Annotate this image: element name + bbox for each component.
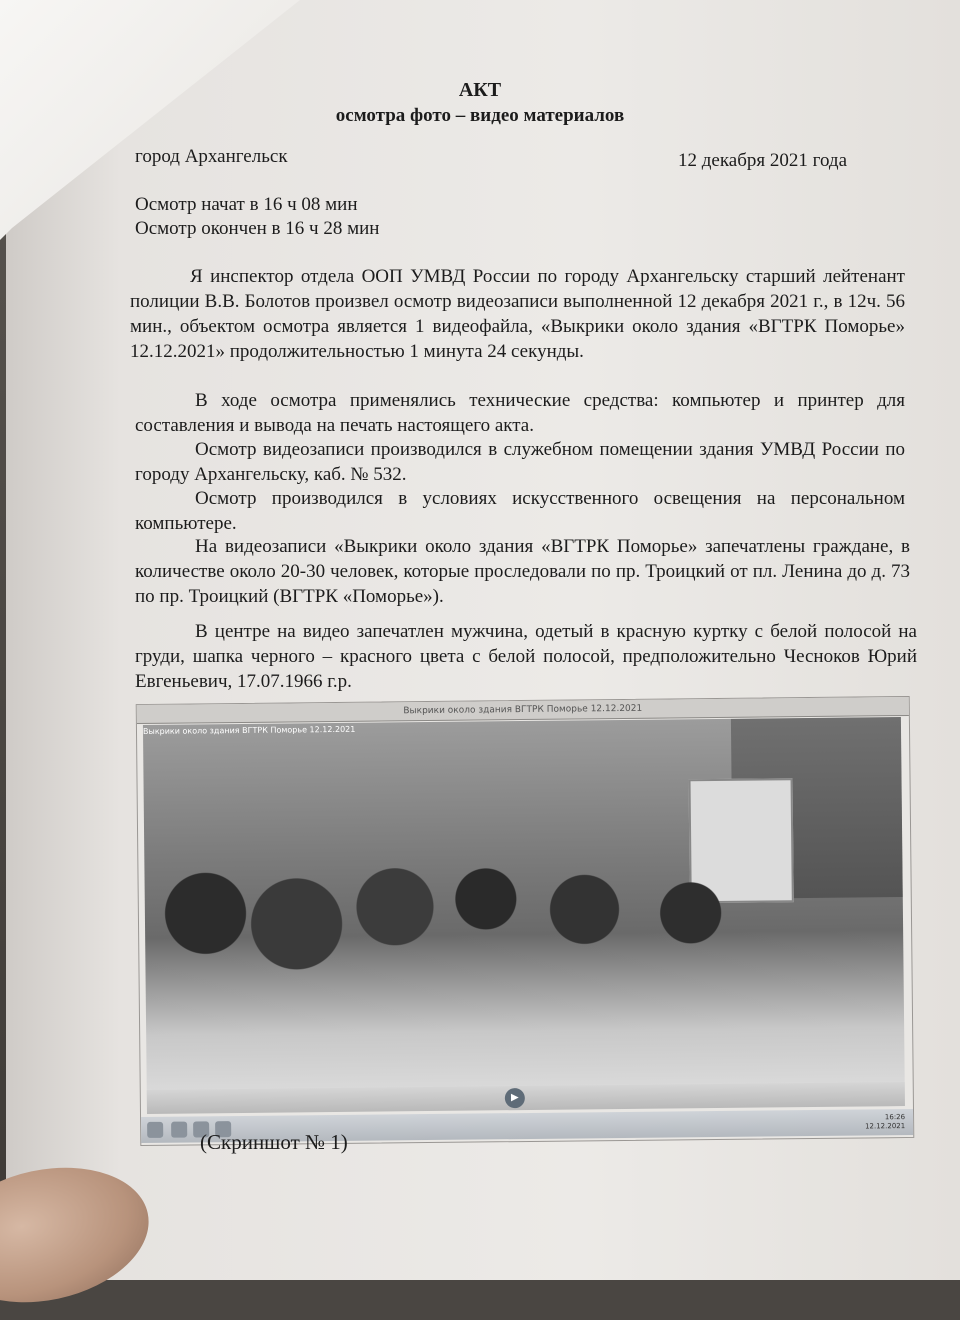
video-frame <box>143 717 905 1113</box>
end-time: Осмотр окончен в 16 ч 28 мин <box>135 218 380 239</box>
paragraph-4: Осмотр производился в условиях искусственного освещения на персональном компьютере. <box>135 488 905 534</box>
paragraph-6: В центре на видео запечатлен мужчина, одетый в красную куртку с белой полосой на груди, шапка черного – красного цвета с белой полосой, предположительно Чесноков Юрий Евгеньевич, 17.07.1966 г.р. <box>135 621 917 692</box>
paragraph-3: Осмотр видеозаписи производился в служебном помещении здания УМВД России по городу Архангельску, каб. № 532. <box>135 439 905 485</box>
document-subtitle: осмотра фото – видео материалов <box>335 105 625 126</box>
paragraph-5: На видеозаписи «Выкрики около здания «ВГТРК Поморье» запечатлены граждане, в количестве около 20-30 человек, которые проследовали по пр. Троицкий от пл. Ленина до д. 73 по пр. Троицкий (ВГТРК «Поморье»). <box>135 536 910 607</box>
play-icon[interactable]: ▶ <box>505 1088 525 1108</box>
paragraph-2: В ходе осмотра применялись технические средства: компьютер и принтер для составления и вывода на печать настоящего акта. <box>135 390 905 436</box>
paragraph-1: Я инспектор отдела ООП УМВД России по городу Архангельску старший лейтенант полиции В.В. Болотов произвел осмотр видеозаписи выполненной 12 декабря 2021 г., в 12ч. 56 мин., объектом осмотра является 1 видеофайла, «Выкрики около здания «ВГТРК Поморье» 12.12.2021» продолжительностью 1 минута 24 секунды. <box>130 266 905 362</box>
screenshot-caption: (Скриншот № 1) <box>200 1130 348 1154</box>
clock-date: 12.12.2021 <box>865 1122 906 1131</box>
taskbar-app-icon[interactable] <box>171 1122 187 1138</box>
start-time: Осмотр начат в 16 ч 08 мин <box>135 194 358 215</box>
document-title: АКТ <box>458 79 502 101</box>
city: город Архангельск <box>135 146 288 167</box>
clock-time: 16:26 <box>884 1113 906 1122</box>
taskbar-clock <box>865 1113 905 1131</box>
video-overlay-title: Выкрики около здания ВГТРК Поморье 12.12.2021 <box>142 724 356 736</box>
start-icon[interactable] <box>147 1122 163 1138</box>
document-date: 12 декабря 2021 года <box>678 150 848 171</box>
player-window-title: Выкрики около здания ВГТРК Поморье 12.12.2021 <box>137 697 909 724</box>
video-screenshot <box>136 696 915 1146</box>
crowd <box>144 837 904 1075</box>
